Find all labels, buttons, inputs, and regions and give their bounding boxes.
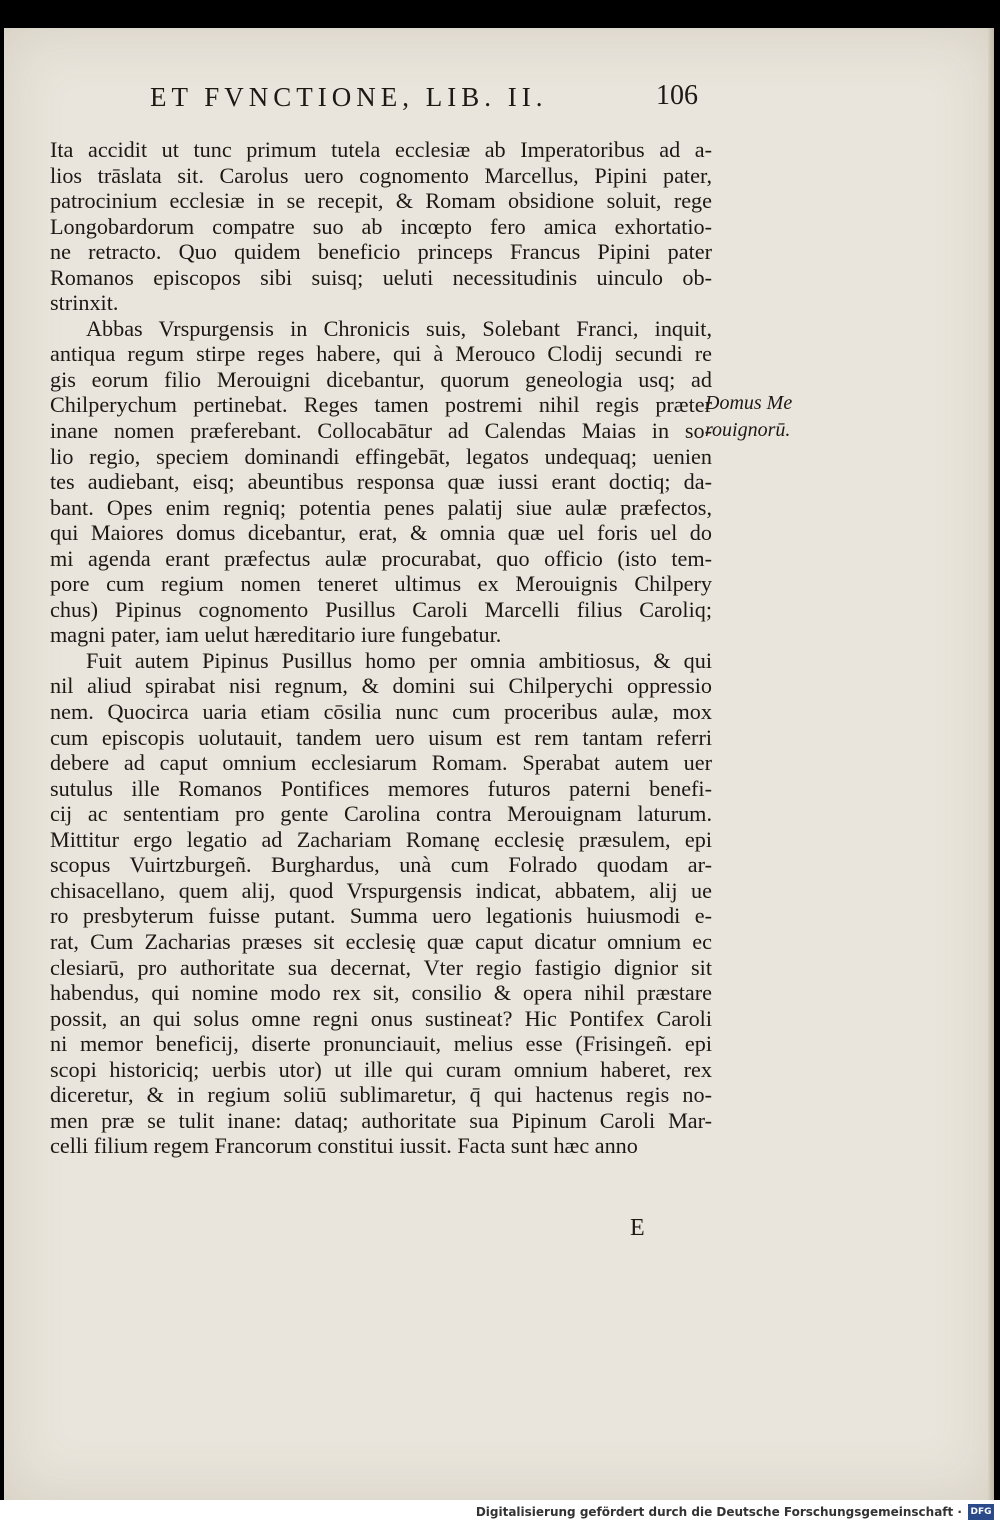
text-line: lios trāslata sit. Carolus uero cognomento Marcellus, Pipini pater, [50, 162, 712, 188]
text-line: Romanos episcopos sibi suisq; ueluti necessitudinis uinculo ob- [50, 264, 712, 290]
text-line: tes audiebant, eisq; abeuntibus responsa quæ iussi erant doctiq; da- [50, 469, 712, 495]
text-line: nil aliud spirabat nisi regnum, & domini sui Chilperychi oppressio [50, 673, 712, 699]
text-line: sutulus ille Romanos Pontifices memores futuros paterni benefi- [50, 775, 712, 801]
text-line: Mittitur ergo legatio ad Zachariam Romanę ecclesię præsulem, epi [50, 826, 712, 852]
text-line: rat, Cum Zacharias præses sit ecclesię quæ caput dicatur omnium ec [50, 928, 712, 954]
text-line: lio regio, speciem dominandi effingebāt, legatos undequaq; uenien [50, 443, 712, 469]
text-line: Ita accidit ut tunc primum tutela ecclesiæ ab Imperatoribus ad a- [50, 137, 712, 162]
text-line: antiqua regum stirpe reges habere, qui à Merouco Clodij secundi re [50, 341, 712, 367]
page-number: 106 [656, 80, 698, 111]
text-line: qui Maiores domus dicebantur, erat, & omnia quæ uel foris uel do [50, 520, 712, 546]
margin-note [705, 390, 792, 444]
text-line: Longobardorum compatre suo ab incœpto fero amica exhortatio- [50, 213, 712, 239]
margin-note-line: rouignorū. [705, 419, 791, 441]
text-line: clesiarū, pro authoritate sua decernat, Vter regio fastigio dignior sit [50, 954, 712, 980]
text-line: pore cum regium nomen teneret ultimus ex Merouignis Chilpery [50, 571, 712, 597]
text-line: Fuit autem Pipinus Pusillus homo per omnia ambitiosus, & qui [86, 647, 712, 673]
signature-mark: E [630, 1215, 645, 1241]
text-line: habendus, qui nomine modo rex sit, consilio & opera nihil præstare [50, 980, 712, 1006]
text-line: mi agenda erant præfectus aulæ procurabat, quo officio (isto tem- [50, 545, 712, 571]
dfg-logo: DFG [968, 1504, 994, 1520]
text-line: ni memor beneficij, diserte pronunciauit, melius esse (Frisingeñ. epi [50, 1031, 712, 1057]
text-line: bant. Opes enim regniq; potentia penes palatij siue aulæ præfectos, [50, 494, 712, 520]
page-edge [988, 28, 994, 1500]
footer-band [0, 1500, 1000, 1523]
text-line: Abbas Vrspurgensis in Chronicis suis, Solebant Franci, inquit, [86, 315, 712, 341]
running-head: ET FVNCTIONE, LIB. II. [150, 82, 548, 112]
text-line: chus) Pipinus cognomento Pusillus Caroli Marcelli filius Caroliq; [50, 596, 712, 622]
margin-note-line: Domus Me [705, 392, 793, 414]
body-text [50, 137, 712, 1159]
text-line: ro presbyterum fuisse putant. Summa uero legationis huiusmodi e- [50, 903, 712, 929]
text-line: cum episcopis uolutauit, tandem uero uisum est rem tantam referri [50, 724, 712, 750]
text-line: possit, an qui solus omne regni onus sustineat? Hic Pontifex Caroli [50, 1005, 712, 1031]
text-line: debere ad caput omnium ecclesiarum Romam. Sperabat autem uer [50, 750, 712, 776]
text-line: magni pater, iam uelut hæreditario iure fungebatur. [50, 622, 502, 648]
text-line: strinxit. [50, 290, 119, 316]
footer-credit: Digitalisierung gefördert durch die Deutsche Forschungsgemeinschaft · [475, 1505, 962, 1519]
text-line: men præ se tulit inane: dataq; authoritate sua Pipinum Caroli Mar- [50, 1107, 712, 1133]
text-line: ne retracto. Quo quidem beneficio princeps Francus Pipini pater [50, 239, 712, 265]
text-line: inane nomen præferebant. Collocabātur ad Calendas Maias in so- [50, 418, 712, 444]
text-line: nem. Quocirca uaria etiam cōsilia nunc cum proceribus aulæ, mox [50, 699, 712, 725]
text-line: celli filium regem Francorum constitui iussit. Facta sunt hæc anno [50, 1133, 638, 1159]
text-line: chisacellano, quem alij, quod Vrspurgensis indicat, abbatem, alij ue [50, 877, 712, 903]
text-line: gis eorum filio Merouigni dicebantur, quorum geneologia usq; ad [50, 366, 712, 392]
text-line: Chilperychum pertinebat. Reges tamen postremi nihil regis præter [50, 392, 712, 418]
text-line: scopus Vuirtzburgeñ. Burghardus, unà cum Folrado quodam ar- [50, 852, 712, 878]
text-line: cij ac sententiam pro gente Carolina contra Merouignam laturum. [50, 801, 712, 827]
text-line: diceretur, & in regium soliū sublimaretur, q̄ qui hactenus regis no- [50, 1082, 712, 1108]
text-line: scopi historiciq; uerbis utor) ut ille qui curam omnium haberet, rex [50, 1056, 712, 1082]
text-line: patrocinium ecclesiæ in se recepit, & Romam obsidione soluit, rege [50, 188, 712, 214]
